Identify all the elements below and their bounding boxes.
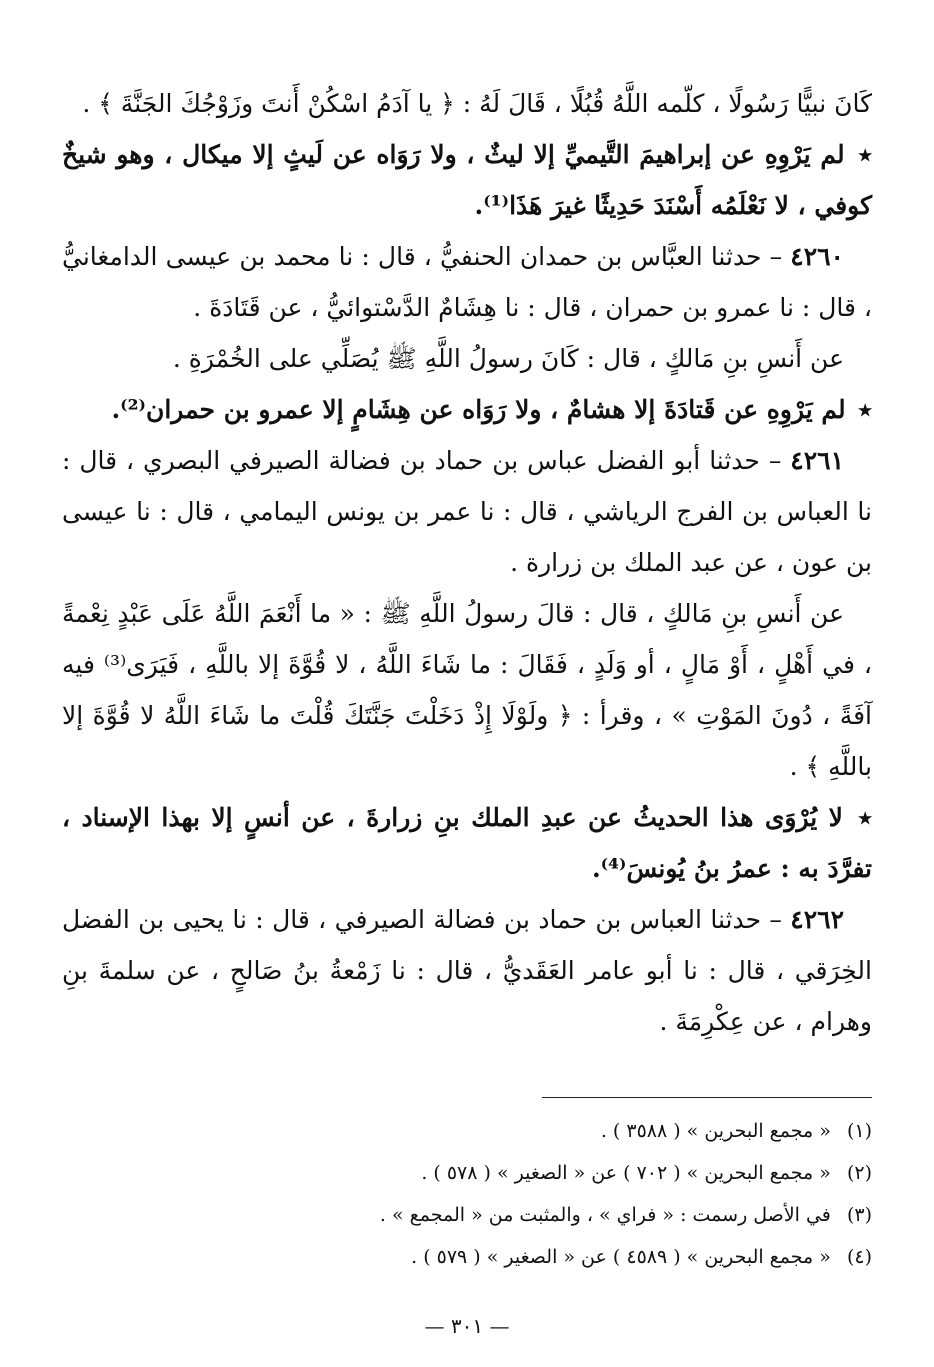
hadith-number: ٤٢٦١ xyxy=(790,446,844,475)
footnote-number: (٣) xyxy=(846,1204,872,1226)
hadith-paragraph xyxy=(62,231,872,333)
comment-text: لم يَرْوِهِ عن قَتادَةَ إلا هشامٌ ، ولا رَوَاه عن هِشَامٍ إلا عمرو بن حمران⁽²⁾. xyxy=(111,395,846,424)
hadith-matn xyxy=(62,333,872,384)
paragraph-text: كَانَ نبيًّا رَسُولًا ، كلّمه اللَّهُ قُبُلًا ، قَالَ لَهُ : ﴿ يا آدَمُ اسْكُنْ أَنتَ وزَوْجُكَ الجَنَّةَ ﴾ . xyxy=(82,89,872,118)
footnote-text: في الأصل رسمت : « فراي » ، والمثبت من « المجمع » . xyxy=(379,1204,831,1226)
star-marker-icon: ٭ xyxy=(858,140,872,169)
matn-text: عن أَنسِ بنِ مَالكٍ ، قال : قالَ رسولُ اللَّهِ ﷺ : « ما أَنْعَمَ اللَّهُ عَلَى عَبْدٍ نِعْمةً ، في أَهْلٍ ، أَوْ مَالٍ ، أو وَلَدٍ ، فَقَالَ : ما شَاءَ اللَّهُ ، لا قُوَّةَ إلا باللَّهِ ، فَيَرَى⁽³⁾ فيه آفَةً ، دُونَ المَوْتِ » ، وقرأ : ﴿ ولَوْلَا إِذْ دَخَلْتَ جَنَّتَكَ قُلْتَ ما شَاءَ اللَّهُ لا قُوَّةَ إلا باللَّهِ ﴾ . xyxy=(62,599,872,781)
hadith-chain: – حدثنا العباس بن حماد بن فضالة الصيرفي ، قال : نا يحيى بن الفضل الخِرَقي ، قال : نا أبو عامر العَقَديُّ ، قال : نا زَمْعةُ بنُ صَالحٍ ، عن سلمةَ بنِ وهرام ، عن عِكْرِمَةَ . xyxy=(62,905,872,1036)
footnote-number: (٢) xyxy=(846,1162,872,1184)
star-marker-icon: ٭ xyxy=(858,803,872,832)
hadith-chain: – حدثنا العبَّاس بن حمدان الحنفيُّ ، قال : نا محمد بن عيسى الدامغانيُّ ، قال : نا عمرو بن حمران ، قال : نا هِشَامٌ الدَّسْتوائيُّ ، عن قَتَادَةَ . xyxy=(62,242,872,322)
hadith-paragraph xyxy=(62,894,872,1047)
footnote-text: « مجمع البحرين » ( ٣٥٨٨ ) . xyxy=(600,1120,831,1142)
star-marker-icon: ٭ xyxy=(858,395,872,424)
hadith-chain: – حدثنا أبو الفضل عباس بن حماد بن فضالة الصيرفي البصري ، قال : نا العباس بن الفرج الرياشي ، قال : نا عمر بن يونس اليمامي ، قال : نا عيسى بن عون ، عن عبد الملك بن زرارة . xyxy=(62,446,872,577)
comment-text: لا يُرْوَى هذا الحديثُ عن عبدِ الملك بنِ زرارةَ ، عن أنسٍ إلا بهذا الإسناد ، تفرَّدَ به : عمرُ بنُ يُونسَ⁽⁴⁾. xyxy=(62,803,872,883)
hadith-number: ٤٢٦٠ xyxy=(790,242,844,271)
footnote-text: « مجمع البحرين » ( ٧٠٢ ) عن « الصغير » ( ٥٧٨ ) . xyxy=(421,1162,831,1184)
footnotes xyxy=(62,1110,872,1278)
comment-text: لم يَرْوِهِ عن إبراهيمَ التَّيميِّ إلا ليثٌ ، ولا رَوَاه عن لَيثٍ إلا ميكال ، وهو شيخٌ كوفي ، لا نَعْلَمُه أَسْنَدَ حَدِيثًا غيرَ هَذَا⁽¹⁾. xyxy=(62,140,872,220)
matn-text: عن أَنسِ بنِ مَالكٍ ، قال : كَانَ رسولُ اللَّهِ ﷺ يُصَلِّي على الخُمْرَةِ . xyxy=(172,344,844,373)
footnote xyxy=(62,1152,872,1194)
footnote-number: (٤) xyxy=(846,1246,872,1268)
comment-paragraph xyxy=(62,129,872,231)
main-text xyxy=(62,78,872,1047)
comment-paragraph xyxy=(62,792,872,894)
footnote xyxy=(62,1110,872,1152)
footnote xyxy=(62,1194,872,1236)
comment-paragraph xyxy=(62,384,872,435)
hadith-matn xyxy=(62,588,872,792)
footnote-divider xyxy=(542,1097,872,1098)
footnote-number: (١) xyxy=(846,1120,872,1142)
paragraph-verse xyxy=(62,78,872,129)
hadith-paragraph xyxy=(62,435,872,588)
footnote xyxy=(62,1236,872,1278)
footnote-text: « مجمع البحرين » ( ٤٥٨٩ ) عن « الصغير » ( ٥٧٩ ) . xyxy=(411,1246,831,1268)
hadith-number: ٤٢٦٢ xyxy=(790,905,844,934)
page-number: — ٣٠١ — xyxy=(424,1314,510,1338)
